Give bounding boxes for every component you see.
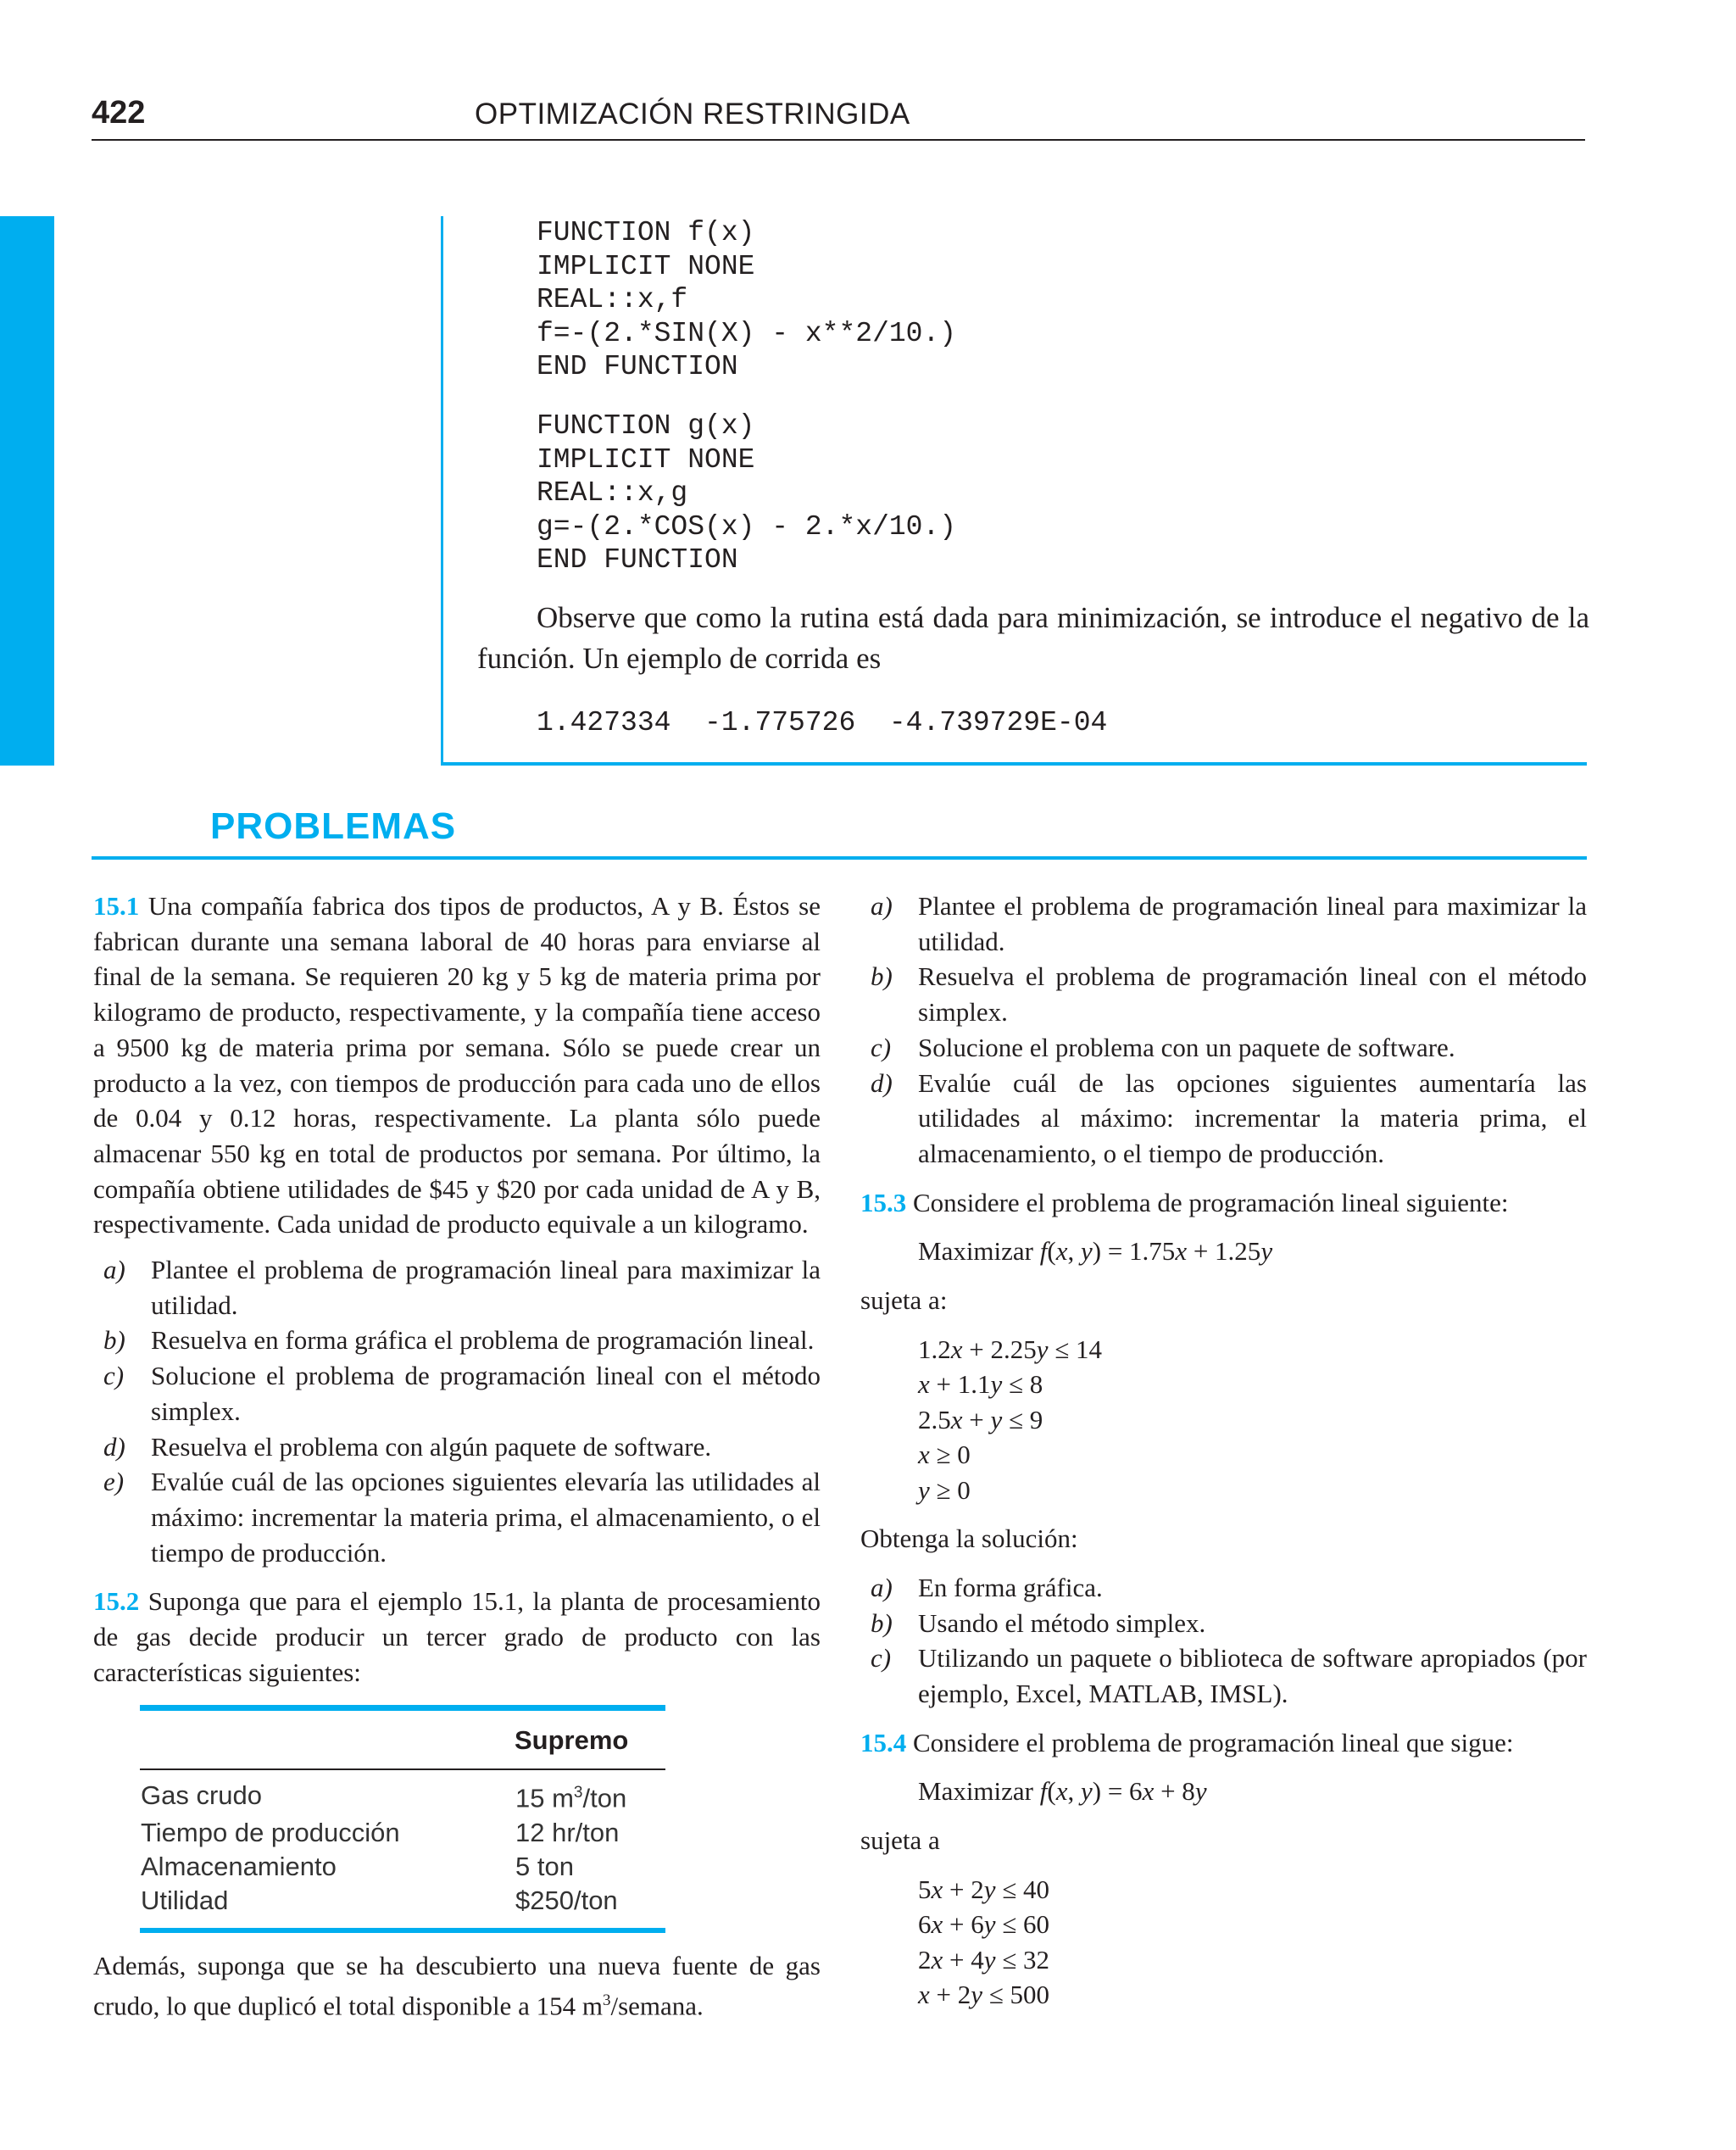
code-line: FUNCTION g(x): [537, 410, 755, 442]
list-item: b) Usando el método simplex.: [871, 1607, 1206, 1638]
problem-number: 15.3: [860, 1187, 907, 1217]
code-line: f=-(2.*SIN(X) - x**2/10.): [537, 317, 957, 349]
code-line: IMPLICIT NONE: [537, 250, 755, 282]
code-line: END FUNCTION: [537, 544, 738, 576]
list-item: d) Resuelva el problema con algún paquete de software.: [103, 1431, 712, 1462]
table-row: Tiempo de producción 12 hr/ton: [141, 1817, 620, 1847]
problems-heading: PROBLEMAS: [210, 805, 457, 847]
code-example-box: [441, 216, 1587, 766]
list-item: d) Evalúe cuál de las opciones siguientes aumentaría las utilidades al máximo: incrementar la materia prima, el almacenamiento, o el tiempo de producción.: [871, 1067, 1587, 1168]
page-header: [92, 95, 1585, 141]
table-header: Supremo: [515, 1711, 665, 1769]
constraint: y ≥ 0: [918, 1474, 971, 1505]
code-explanation: Observe que como la rutina está dada para minimización, se introduce el negativo de la función. Un ejemplo de corrida es: [477, 601, 1589, 675]
problem-15-2-continued: Además, suponga que se ha descubierto una nueva fuente de gas crudo, lo que duplicó el total disponible a 154 $m^3$/semana.: [93, 1950, 821, 2021]
page-number: 422: [92, 95, 146, 131]
list-item: c) Utilizando un paquete o biblioteca de software apropiados (por ejemplo, Excel, MATLAB, IMSL).: [871, 1643, 1587, 1709]
code-line: IMPLICIT NONE: [537, 443, 755, 476]
constraint: 6x + 6y ≤ 60: [918, 1909, 1050, 1940]
subject-to-label: sujeta a: [860, 1825, 940, 1856]
problem-number: 15.4: [860, 1727, 907, 1757]
obtain-solution-label: Obtenga la solución:: [860, 1523, 1078, 1554]
constraint: 5x + 2y ≤ 40: [918, 1874, 1050, 1904]
problem-15-2: 15.2 Suponga que para el ejemplo 15.1, la planta de procesamiento de gas decide producir un tercer grado de producto con las características siguientes:: [93, 1586, 821, 1687]
table-row: Almacenamiento 5 ton: [141, 1851, 574, 1881]
code-function-g: [537, 409, 956, 577]
constraint: x ≥ 0: [918, 1440, 971, 1470]
table-row: Utilidad $250/ton: [141, 1885, 618, 1915]
list-item: c) Solucione el problema con un paquete de software.: [871, 1032, 1455, 1062]
table-top-rule: [140, 1705, 665, 1711]
constraint: 1.2x + 2.25y ≤ 14: [918, 1334, 1103, 1364]
list-item: c) Solucione el problema de programación lineal con el método simplex.: [103, 1361, 821, 1426]
code-line: REAL::x,g: [537, 477, 688, 509]
product-table: [140, 1705, 665, 1932]
problem-15-4: 15.4 Considere el problema de programación lineal que sigue:: [860, 1727, 1514, 1757]
list-item: b) Resuelva el problema de programación lineal con el método simplex.: [871, 961, 1587, 1028]
code-line: END FUNCTION: [537, 351, 738, 382]
objective-function: Maximizar f(x, y) = 6x + 8y: [918, 1776, 1207, 1807]
code-line: FUNCTION f(x): [537, 217, 755, 248]
problem-number: 15.1: [93, 891, 140, 921]
table-bottom-rule: [140, 1928, 665, 1933]
list-item: b) Resuelva en forma gráfica el problema de programación lineal.: [103, 1325, 815, 1356]
constraint: x + 2y ≤ 500: [918, 1980, 1050, 2010]
problem-15-1: 15.1 Una compañía fabrica dos tipos de productos, A y B. Éstos se fabrican durante una semana laboral de 40 horas para enviarse al final de la semana. Se requieren 20 kg y 5 kg de materia prima por kilogramo de producto, respectivamente, y la compañía tiene acceso a 9500 kg de materia prima por semana. Sólo se puede crear un producto a la vez, con tiempos de producción para cada uno de ellos de 0.04 y 0.12 horas, respectivamente. La planta sólo puede almacenar 550 kg en total de productos por semana. Por último, la compañía obtiene utilidades de $45 y $20 por cada unidad de A y B, respectivamente. Cada unidad de producto equivale a un kilogramo.: [93, 891, 821, 1239]
code-line: g=-(2.*COS(x) - 2.*x/10.): [537, 510, 957, 543]
list-item: a) Plantee el problema de programación lineal para maximizar la utilidad.: [871, 891, 1587, 956]
list-item: a) En forma gráfica.: [871, 1572, 1103, 1602]
running-title: OPTIMIZACIÓN RESTRINGIDA: [475, 97, 910, 131]
code-function-f: [537, 216, 956, 384]
right-column: [860, 888, 1587, 2013]
left-column: [93, 888, 821, 2024]
table-row: Gas crudo 15 $m^3$/ton: [141, 1780, 627, 1813]
subject-to-label: sujeta a:: [860, 1285, 948, 1316]
code-output: 1.427334 -1.775726 -4.739729E-04: [537, 707, 1108, 738]
code-line: REAL::x,f: [537, 284, 688, 315]
problems-rule: [92, 856, 1587, 860]
problem-15-3: 15.3 Considere el problema de programación lineal siguiente:: [860, 1187, 1509, 1217]
list-item: e) Evalúe cuál de las opciones siguientes elevaría las utilidades al máximo: incrementar la materia prima, el almacenamiento, o el tiempo de producción.: [103, 1467, 821, 1568]
list-item: a) Plantee el problema de programación lineal para maximizar la utilidad.: [103, 1255, 821, 1320]
table-header-blank: [140, 1711, 515, 1769]
constraint: x + 1.1y ≤ 8: [918, 1369, 1043, 1400]
objective-function: Maximizar f(x, y) = 1.75x + 1.25y: [918, 1236, 1273, 1267]
constraint: 2.5x + y ≤ 9: [918, 1404, 1043, 1434]
constraint: 2x + 4y ≤ 32: [918, 1944, 1050, 1975]
chapter-color-strip: [0, 216, 54, 766]
problem-number: 15.2: [93, 1586, 140, 1617]
